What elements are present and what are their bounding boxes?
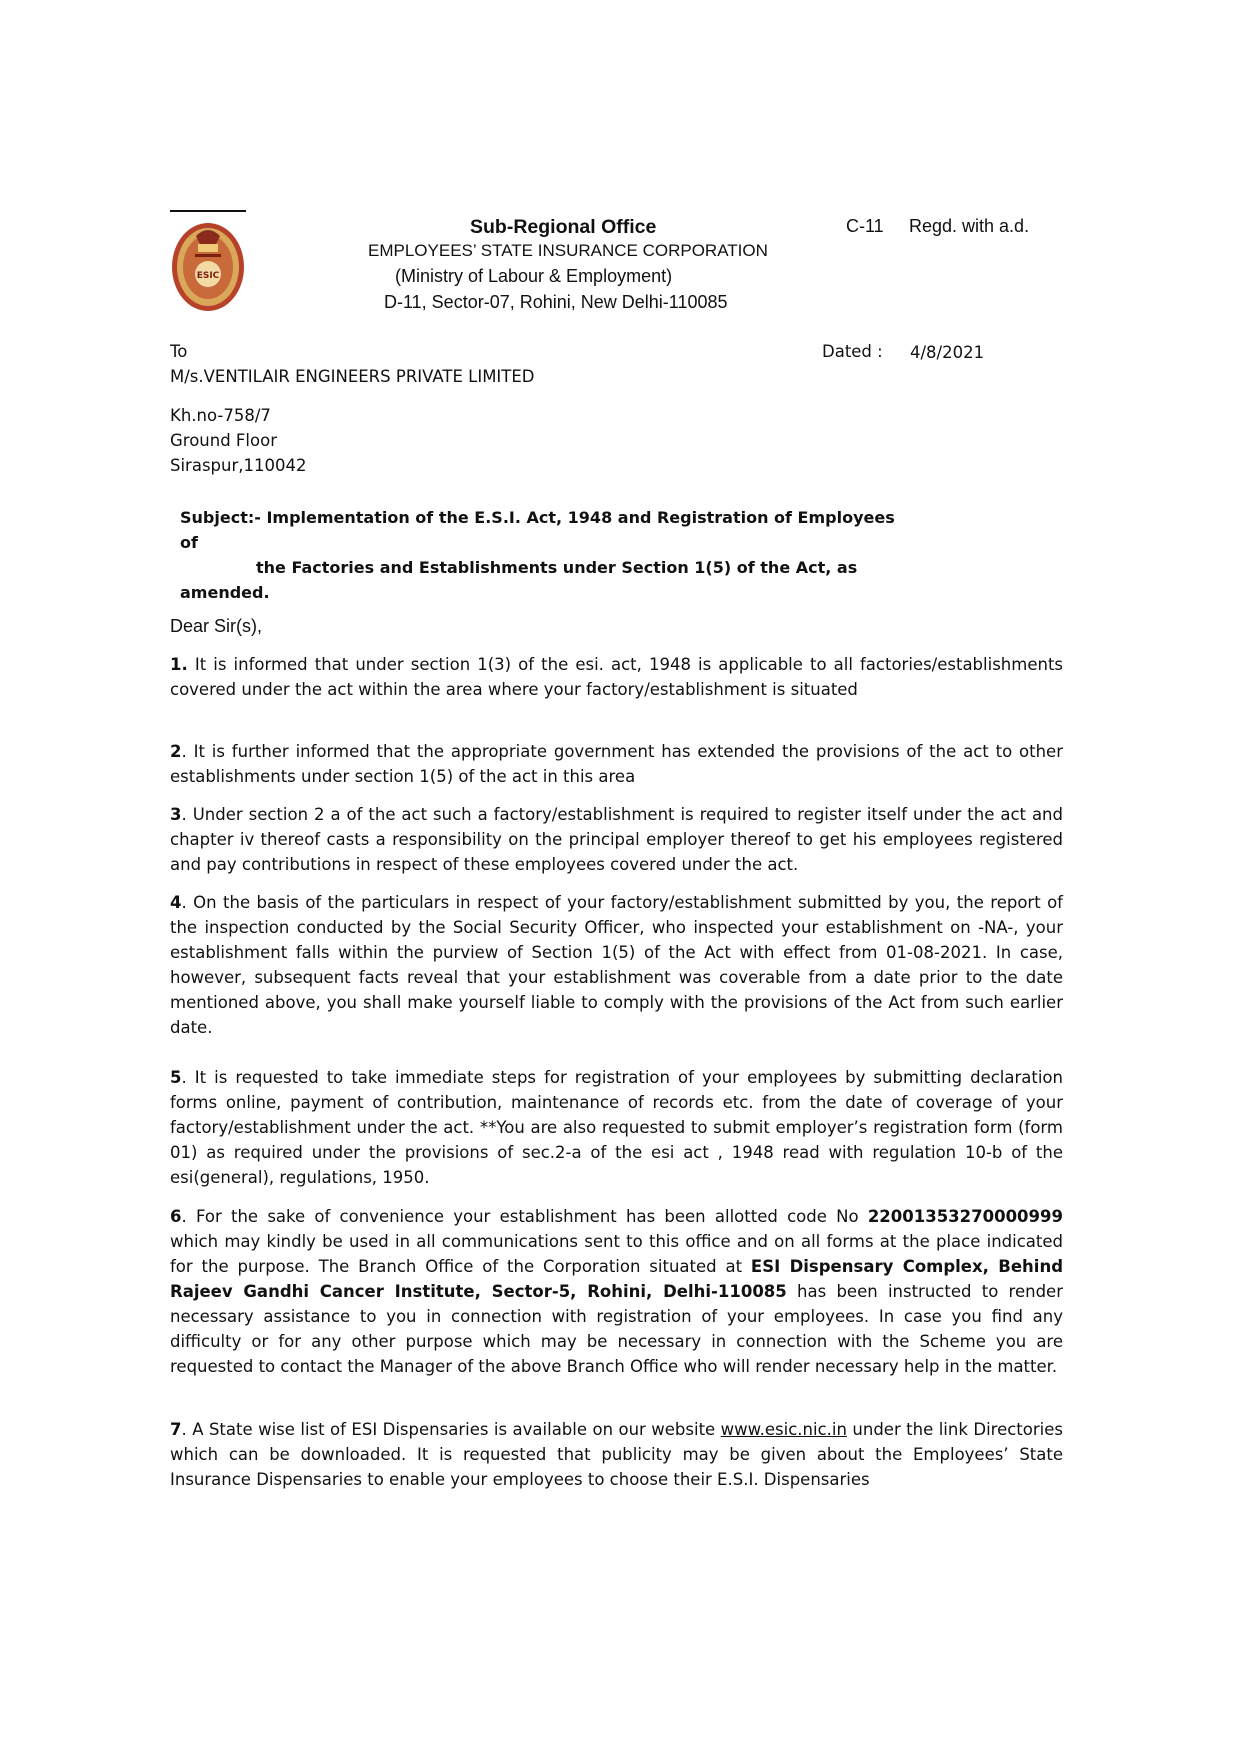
paragraph-5 xyxy=(170,1065,1063,1190)
employer-code: 22001353270000999 xyxy=(867,1207,1063,1226)
subject-line3: amended. xyxy=(180,583,270,602)
paragraph-3 xyxy=(170,802,1063,877)
recipient-address-line2: Ground Floor xyxy=(170,431,277,450)
paragraph-2 xyxy=(170,739,1063,789)
paragraph-text: has been instructed to render necessary assistance to you in connection with registration of your employees. In case you find any difficulty or for any other purpose which may be necessary in connection with the Scheme you are requested to contact the Manager of the above Branch Office who will render necessary help in the matter. xyxy=(170,1282,1063,1376)
recipient-name: M/s.VENTILAIR ENGINEERS PRIVATE LIMITED xyxy=(170,367,535,386)
dated-label: Dated : xyxy=(822,342,883,361)
paragraph-1 xyxy=(170,652,1063,702)
esic-logo xyxy=(170,214,246,314)
office-title: Sub-Regional Office xyxy=(470,216,657,238)
paragraph-text: . A State wise list of ESI Dispensaries is available on our website xyxy=(181,1420,721,1439)
paragraph-text: . It is further informed that the appropriate government has extended the provisions of the act to other establishments under section 1(5) of the act in this area xyxy=(170,742,1063,786)
recipient-address-line3: Siraspur,110042 xyxy=(170,456,307,475)
paragraph-number: 5 xyxy=(170,1068,182,1087)
paragraph-4 xyxy=(170,890,1063,1040)
dated-value: 4/8/2021 xyxy=(910,343,985,362)
paragraph-text: under the link Directories which can be downloaded. It is requested that publicity may be given about the Employees’ State Insurance Dispensaries to enable your employees to choose their E.S.I. Dispensaries xyxy=(170,1420,1063,1489)
subject-line1: Subject:- Implementation of the E.S.I. Act, 1948 and Registration of Employees of xyxy=(180,508,895,552)
subject-block xyxy=(180,505,910,605)
paragraph-text: . Under section 2 a of the act such a factory/establishment is required to register itself under the act and chapter iv thereof casts a responsibility on the principal employer thereof to get his employees registered and pay contributions in respect of these employees covered under the act. xyxy=(170,805,1063,874)
website-link[interactable]: www.esic.nic.in xyxy=(720,1420,847,1439)
subject-line2: the Factories and Establishments under Section 1(5) of the Act, as xyxy=(256,558,858,577)
paragraph-7 xyxy=(170,1417,1063,1492)
form-code: C-11 xyxy=(846,216,884,236)
paragraph-text: It is informed that under section 1(3) of the esi. act, 1948 is applicable to all factories/establishments covered under the act within the area where your factory/establishment is situated xyxy=(170,655,1064,699)
corporation-name: EMPLOYEES’ STATE INSURANCE CORPORATION xyxy=(368,241,768,260)
paragraph-text: . On the basis of the particulars in respect of your factory/establishment submitted by you, the report of the inspection conducted by the Social Security Officer, who inspected your establishment on -NA-, your establishment falls within the purview of Section 1(5) of the Act with effect from 01-08-2021. In case, however, subsequent facts reveal that your establishment was coverable from a date prior to the date mentioned above, you shall make yourself liable to comply with the provisions of the Act from such earlier date. xyxy=(170,893,1063,1037)
paragraph-number: 4 xyxy=(170,893,182,912)
to-label: To xyxy=(170,342,188,361)
paragraph-number: 3 xyxy=(170,805,182,824)
paragraph-number: 6 xyxy=(170,1207,182,1226)
svg-text:ESIC: ESIC xyxy=(196,271,220,281)
dispatch-mode: Regd. with a.d. xyxy=(909,216,1030,236)
branch-office-address: ESI Dispensary Complex, Behind Rajeev Gandhi Cancer Institute, Sector-5, Rohini, Delhi-110085 xyxy=(170,1257,1063,1301)
header-rule xyxy=(170,210,246,212)
paragraph-text: . For the sake of convenience your establishment has been allotted code No xyxy=(181,1207,868,1226)
paragraph-number: 2 xyxy=(170,742,182,761)
recipient-address-line1: Kh.no-758/7 xyxy=(170,406,271,425)
paragraph-text: which may kindly be used in all communications sent to this office and on all forms at the place indicated for the purpose. The Branch Office of the Corporation situated at xyxy=(170,1232,1063,1276)
paragraph-number: 7 xyxy=(170,1420,182,1439)
paragraph-number: 1. xyxy=(170,655,188,674)
ministry-name: (Ministry of Labour & Employment) xyxy=(395,266,673,286)
office-address: D-11, Sector-07, Rohini, New Delhi-110085 xyxy=(384,292,728,312)
paragraph-6 xyxy=(170,1204,1063,1379)
salutation: Dear Sir(s), xyxy=(170,616,263,636)
paragraph-text: . It is requested to take immediate steps for registration of your employees by submitting declaration forms online, payment of contribution, maintenance of records etc. from the date of coverage of your factory/establishment under the act. **You are also requested to submit employer’s registration form (form 01) as required under the provisions of sec.2-a of the esi act , 1948 read with regulation 10-b of the esi(general), regulations, 1950. xyxy=(170,1068,1063,1187)
